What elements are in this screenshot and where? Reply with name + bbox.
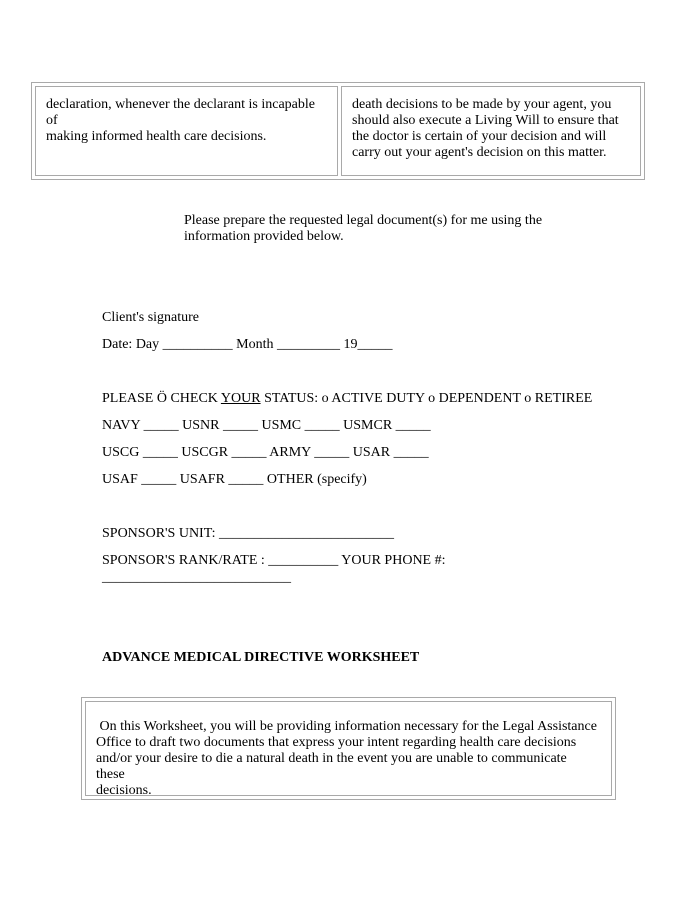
status-check-line — [102, 391, 592, 407]
worksheet-intro-inner — [85, 701, 612, 796]
client-signature-label: Client's signature — [102, 310, 200, 325]
table-right-line: the doctor is certain of your decision and will — [352, 129, 607, 144]
date-field-line[interactable]: Date: Day __________ Month _________ 19_____ — [102, 337, 393, 352]
worksheet-intro-line: decisions. — [96, 783, 152, 798]
table-cell-right — [341, 86, 641, 176]
status-options[interactable]: STATUS: o ACTIVE DUTY o DEPENDENT o RETIREE — [260, 391, 593, 406]
branch-row-1[interactable]: NAVY _____ USNR _____ USMC _____ USMCR _____ — [102, 418, 431, 433]
table-left-line: making informed health care decisions. — [46, 129, 267, 144]
directive-comparison-table — [31, 82, 645, 180]
table-right-line: should also execute a Living Will to ensure that — [352, 113, 619, 128]
sponsor-rank-phone-field[interactable]: SPONSOR'S RANK/RATE : __________ YOUR PHONE #: — [102, 553, 446, 568]
worksheet-intro-box — [81, 697, 616, 800]
worksheet-intro-line: and/or your desire to die a natural death in the event you are unable to communicate these — [96, 751, 567, 782]
worksheet-heading: ADVANCE MEDICAL DIRECTIVE WORKSHEET — [102, 650, 420, 665]
worksheet-intro-line: On this Worksheet, you will be providing information necessary for the Legal Assistance — [96, 719, 597, 734]
branch-row-2[interactable]: USCG _____ USCGR _____ ARMY _____ USAR _____ — [102, 445, 429, 460]
phone-blank-field[interactable]: ___________________________ — [102, 570, 291, 585]
sponsor-unit-field[interactable]: SPONSOR'S UNIT: _________________________ — [102, 526, 394, 541]
branch-row-3[interactable]: USAF _____ USAFR _____ OTHER (specify) — [102, 472, 367, 487]
status-prefix: PLEASE Ö CHECK — [102, 391, 221, 406]
request-text-line-2: information provided below. — [184, 229, 344, 244]
table-right-line: death decisions to be made by your agent, you — [352, 97, 612, 112]
worksheet-intro-line: Office to draft two documents that express your intent regarding health care decisions — [96, 735, 577, 750]
table-cell-left — [35, 86, 338, 176]
table-left-line: declaration, whenever the declarant is incapable of — [46, 97, 315, 128]
request-text-line-1: Please prepare the requested legal document(s) for me using the — [184, 213, 543, 228]
table-right-line: carry out your agent's decision on this matter. — [352, 145, 607, 160]
status-your: YOUR — [220, 391, 261, 406]
